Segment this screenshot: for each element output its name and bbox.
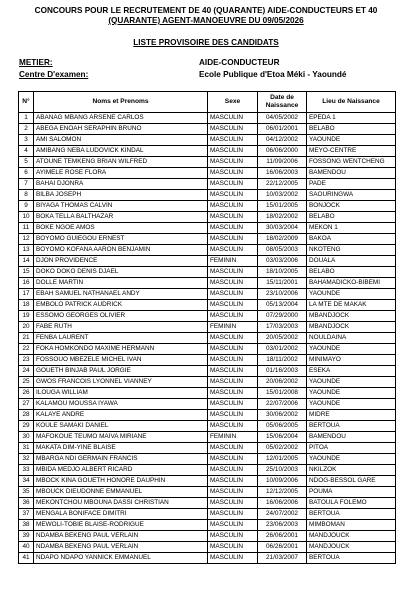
birth-date: 26/06/2001 [258, 531, 307, 542]
birth-date: 06/01/2001 [258, 124, 307, 135]
table-row [19, 355, 396, 366]
table-row [19, 421, 396, 432]
sex: MASCULIN [208, 377, 258, 388]
header-number: N° [19, 92, 34, 113]
header-line-2: (QUARANTE) AGENT-MANOEUVRE DU 09/05/2026 [108, 16, 304, 25]
sex: MASCULIN [208, 344, 258, 355]
birth-place: BELABO [307, 212, 396, 223]
birth-date: 10/09/2006 [258, 476, 307, 487]
table-row [19, 311, 396, 322]
birth-place: ESEKA [307, 366, 396, 377]
candidate-name: KALAYE ANDRE [34, 410, 208, 421]
sex: FEMININ [208, 256, 258, 267]
table-row [19, 234, 396, 245]
birth-place: YAOUNDE [307, 135, 396, 146]
table-row [19, 289, 396, 300]
table-row [19, 333, 396, 344]
row-number: 12 [19, 234, 34, 245]
birth-place: YAOUNDE [307, 344, 396, 355]
sex: MASCULIN [208, 201, 258, 212]
table-row [19, 245, 396, 256]
candidate-name: BOKA TELLA BALTHAZAR [34, 212, 208, 223]
table-row [19, 377, 396, 388]
row-number: 35 [19, 487, 34, 498]
row-number: 4 [19, 146, 34, 157]
row-number: 39 [19, 531, 34, 542]
sex: MASCULIN [208, 289, 258, 300]
birth-place: YAOUNDE [307, 399, 396, 410]
birth-place: MINIMAYO [307, 355, 396, 366]
candidate-name: KOULE SAMAKI DANIEL [34, 421, 208, 432]
table-row [19, 201, 396, 212]
birth-place: MEYO-CENTRE [307, 146, 396, 157]
birth-date: 23/10/2006 [258, 289, 307, 300]
birth-place: FOSSONG WENTCHENG [307, 157, 396, 168]
birth-place: DOUALA [307, 256, 396, 267]
table-body [19, 113, 396, 564]
candidate-name: ATOUNE TEMKENG BRIAN WILFRED [34, 157, 208, 168]
candidate-name: DOLLE MARTIN [34, 278, 208, 289]
birth-place: BONJOCK [307, 201, 396, 212]
table-row [19, 135, 396, 146]
candidate-name: AYIMELE ROSE FLORA [34, 168, 208, 179]
candidate-name: NDAMBA BEKENG PAUL VERLAIN [34, 542, 208, 553]
candidate-name: DOKO DOKO DENIS DJAEL [34, 267, 208, 278]
birth-date: 11/09/2006 [258, 157, 307, 168]
sex: MASCULIN [208, 487, 258, 498]
candidate-name: BOYOMO GUIEGOU ERNEST [34, 234, 208, 245]
sex: MASCULIN [208, 300, 258, 311]
sex: MASCULIN [208, 234, 258, 245]
row-number: 34 [19, 476, 34, 487]
sex: MASCULIN [208, 421, 258, 432]
birth-date: 03/01/2002 [258, 344, 307, 355]
candidate-name: MEWOLI-TOBIE BLAISE-RODRIGUE [34, 520, 208, 531]
birth-place: PADE [307, 179, 396, 190]
candidate-name: FABE RUTH [34, 322, 208, 333]
list-title: LISTE PROVISOIRE DES CANDIDATS [133, 38, 279, 47]
sex: MASCULIN [208, 443, 258, 454]
sex: MASCULIN [208, 476, 258, 487]
birth-date: 20/05/2002 [258, 333, 307, 344]
row-number: 15 [19, 267, 34, 278]
birth-place: NKILZOK [307, 465, 396, 476]
birth-place: BERTOUA [307, 553, 396, 564]
birth-place: BAHAMADICKO-BIBEMI [307, 278, 396, 289]
table-row [19, 410, 396, 421]
birth-place: MANDJOUCK [307, 531, 396, 542]
birth-place: PITOA [307, 443, 396, 454]
candidate-name: MAFOKOUE TEUMO MAIVA MIRIANE [34, 432, 208, 443]
table-row [19, 366, 396, 377]
candidate-name: FENBA LAURENT [34, 333, 208, 344]
birth-date: 18/02/2002 [258, 212, 307, 223]
birth-date: 03/03/2006 [258, 256, 307, 267]
sex: MASCULIN [208, 179, 258, 190]
birth-place: BERTOUA [307, 421, 396, 432]
table-row [19, 168, 396, 179]
birth-date: 22/07/2006 [258, 399, 307, 410]
birth-place: BELABO [307, 267, 396, 278]
row-number: 37 [19, 509, 34, 520]
row-number: 9 [19, 201, 34, 212]
birth-place: BATOULA FOLEMO [307, 498, 396, 509]
candidate-name: ABANAG MBANG ARSENE CARLOS [34, 113, 208, 124]
birth-place: MEKON 1 [307, 223, 396, 234]
sex: FEMININ [208, 432, 258, 443]
table-row [19, 388, 396, 399]
sex: MASCULIN [208, 223, 258, 234]
candidate-name: BILBA JOSEPH [34, 190, 208, 201]
row-number: 1 [19, 113, 34, 124]
table-row [19, 179, 396, 190]
birth-date: 01/16/2003 [258, 366, 307, 377]
header-sex: Sexe [208, 92, 258, 113]
birth-date: 07/29/2000 [258, 311, 307, 322]
sex: MASCULIN [208, 333, 258, 344]
birth-date: 04/12/2002 [258, 135, 307, 146]
row-number: 11 [19, 223, 34, 234]
birth-place: SAOURINGWA [307, 190, 396, 201]
table-row [19, 399, 396, 410]
sex: MASCULIN [208, 498, 258, 509]
birth-date: 05/06/2005 [258, 421, 307, 432]
table-row [19, 157, 396, 168]
row-number: 2 [19, 124, 34, 135]
sex: MASCULIN [208, 168, 258, 179]
birth-place: NKOTENG [307, 245, 396, 256]
sex: MASCULIN [208, 267, 258, 278]
table-row [19, 509, 396, 520]
candidates-table [18, 91, 396, 564]
birth-date: 30/06/2002 [258, 410, 307, 421]
sex: MASCULIN [208, 399, 258, 410]
candidate-name: GWOS FRANCOIS LYONNEL VIANNEY [34, 377, 208, 388]
birth-date: 08/05/2003 [258, 245, 307, 256]
centre-label: Centre D'examen: [19, 70, 89, 79]
row-number: 38 [19, 520, 34, 531]
candidate-name: MBOUCK DIEUDONNE EMMANUEL [34, 487, 208, 498]
table-row [19, 553, 396, 564]
birth-place: YAOUNDE [307, 377, 396, 388]
birth-date: 12/12/2005 [258, 487, 307, 498]
birth-place: BAMENDOU [307, 432, 396, 443]
row-number: 24 [19, 366, 34, 377]
candidate-name: FOKA HOMKONDO MAXIME HERMANN [34, 344, 208, 355]
birth-date: 23/06/2003 [258, 520, 307, 531]
row-number: 36 [19, 498, 34, 509]
candidate-name: AMI SALOMON [34, 135, 208, 146]
candidate-name: MBIDA MEDJO ALBERT RICARD [34, 465, 208, 476]
table-row [19, 498, 396, 509]
candidate-name: EBAH SAMUEL NATHANAEL ANDY [34, 289, 208, 300]
birth-place: YAOUNDE [307, 454, 396, 465]
birth-date: 05/02/2002 [258, 443, 307, 454]
sex: MASCULIN [208, 124, 258, 135]
birth-place: YAOUNDE [307, 289, 396, 300]
table-row [19, 432, 396, 443]
sex: MASCULIN [208, 135, 258, 146]
header-name: Noms et Prenoms [34, 92, 208, 113]
table-row [19, 212, 396, 223]
candidate-name: ESSOMO GEORGES OLIVIER [34, 311, 208, 322]
sex: MASCULIN [208, 113, 258, 124]
row-number: 19 [19, 311, 34, 322]
row-number: 17 [19, 289, 34, 300]
row-number: 32 [19, 454, 34, 465]
birth-date: 25/10/2003 [258, 465, 307, 476]
sex: MASCULIN [208, 509, 258, 520]
birth-date: 15/01/2008 [258, 388, 307, 399]
birth-date: 18/11/2002 [258, 355, 307, 366]
sex: MASCULIN [208, 278, 258, 289]
row-number: 25 [19, 377, 34, 388]
sex: MASCULIN [208, 311, 258, 322]
sex: MASCULIN [208, 542, 258, 553]
row-number: 40 [19, 542, 34, 553]
birth-date: 16/06/2006 [258, 498, 307, 509]
table-row [19, 322, 396, 333]
candidate-name: BIYAGA THOMAS CALVIN [34, 201, 208, 212]
candidate-name: MENGALA BONIFACE DIMITRI [34, 509, 208, 520]
birth-place: MBANDJOCK [307, 322, 396, 333]
sex: MASCULIN [208, 465, 258, 476]
row-number: 13 [19, 245, 34, 256]
birth-place: BAMENDOU [307, 168, 396, 179]
candidate-name: MBOCK KINA GOUETH HONORE DAUPHIN [34, 476, 208, 487]
sex: MASCULIN [208, 520, 258, 531]
table-row [19, 454, 396, 465]
sex: MASCULIN [208, 190, 258, 201]
birth-date: 20/06/2002 [258, 377, 307, 388]
birth-place: MANDJOUCK [307, 542, 396, 553]
birth-date: 30/03/2004 [258, 223, 307, 234]
row-number: 29 [19, 421, 34, 432]
row-number: 5 [19, 157, 34, 168]
candidate-name: ABEGA ENOAH SERAPHIN BRUNO [34, 124, 208, 135]
birth-date: 10/03/2002 [258, 190, 307, 201]
sex: FEMININ [208, 322, 258, 333]
sex: MASCULIN [208, 245, 258, 256]
candidate-name: EMBOLO PATRICK AUDRICK [34, 300, 208, 311]
sex: MASCULIN [208, 212, 258, 223]
table-row [19, 487, 396, 498]
row-number: 27 [19, 399, 34, 410]
candidate-name: NDAPO NDAPO YANNICK EMMANUEL [34, 553, 208, 564]
table-row [19, 542, 396, 553]
birth-place: LA MTE DE MAKAK [307, 300, 396, 311]
table-row [19, 476, 396, 487]
birth-date: 15/06/2004 [258, 432, 307, 443]
table-row [19, 465, 396, 476]
header-birth-place: Lieu de Naissance [307, 92, 396, 113]
header-line-1: CONCOURS POUR LE RECRUTEMENT DE 40 (QUARANTE) AIDE-CONDUCTEURS ET 40 [34, 6, 378, 15]
row-number: 3 [19, 135, 34, 146]
birth-date: 16/06/2003 [258, 168, 307, 179]
row-number: 10 [19, 212, 34, 223]
birth-place: MBANDJOCK [307, 311, 396, 322]
row-number: 33 [19, 465, 34, 476]
table-row [19, 113, 396, 124]
header-birth-date: Date de Naissance [258, 92, 307, 113]
row-number: 22 [19, 344, 34, 355]
row-number: 26 [19, 388, 34, 399]
sex: MASCULIN [208, 553, 258, 564]
table-row [19, 344, 396, 355]
table-row [19, 223, 396, 234]
table-row [19, 146, 396, 157]
birth-date: 15/11/2001 [258, 278, 307, 289]
row-number: 21 [19, 333, 34, 344]
table-row [19, 256, 396, 267]
birth-place: BERTOUA [307, 509, 396, 520]
table-row [19, 190, 396, 201]
row-number: 41 [19, 553, 34, 564]
candidate-name: DJON PROVIDENCE [34, 256, 208, 267]
row-number: 20 [19, 322, 34, 333]
table-row [19, 443, 396, 454]
sex: MASCULIN [208, 355, 258, 366]
birth-place: NOULDAINA [307, 333, 396, 344]
birth-place: EPEDA 1 [307, 113, 396, 124]
candidate-name: MEKONTCHOU MBOUNA DASSI CHRISTIAN [34, 498, 208, 509]
centre-value: Ecole Publique d'Etoa Méki - Yaoundé [199, 70, 347, 79]
candidate-name: ILOUGA WILLIAM [34, 388, 208, 399]
table-row [19, 300, 396, 311]
table-header-row [19, 92, 396, 113]
sex: MASCULIN [208, 410, 258, 421]
birth-date: 04/05/2002 [258, 113, 307, 124]
sex: MASCULIN [208, 388, 258, 399]
row-number: 31 [19, 443, 34, 454]
candidate-name: AMIBANG NEBA LUDOVICK KINDAL [34, 146, 208, 157]
candidate-name: GOUETH BINJAB PAUL JORGIE [34, 366, 208, 377]
birth-place: BELABO [307, 124, 396, 135]
birth-place: MIMBOMAN [307, 520, 396, 531]
birth-date: 24/07/2002 [258, 509, 307, 520]
table-row [19, 520, 396, 531]
birth-place: BAKOA [307, 234, 396, 245]
birth-date: 06/26/2001 [258, 542, 307, 553]
table-row [19, 278, 396, 289]
row-number: 23 [19, 355, 34, 366]
row-number: 7 [19, 179, 34, 190]
candidate-name: MBARGA NDI GERMAIN FRANCIS [34, 454, 208, 465]
candidate-name: FOSSOUO MBEZELE MICHEL IVAN [34, 355, 208, 366]
sex: MASCULIN [208, 366, 258, 377]
table-row [19, 531, 396, 542]
row-number: 30 [19, 432, 34, 443]
candidate-name: BAHAI DJONRA [34, 179, 208, 190]
sex: MASCULIN [208, 454, 258, 465]
candidate-name: MAKATA DIM-YINE BLAISE [34, 443, 208, 454]
sex: MASCULIN [208, 531, 258, 542]
table-row [19, 267, 396, 278]
birth-date: 18/02/2009 [258, 234, 307, 245]
metier-label: METIER: [19, 58, 53, 67]
row-number: 6 [19, 168, 34, 179]
metier-value: AIDE-CONDUCTEUR [199, 58, 280, 67]
birth-date: 18/10/2005 [258, 267, 307, 278]
birth-date: 21/03/2007 [258, 553, 307, 564]
row-number: 14 [19, 256, 34, 267]
birth-place: YAOUNDE [307, 388, 396, 399]
sex: MASCULIN [208, 146, 258, 157]
candidate-name: BOKE NGOE AMOS [34, 223, 208, 234]
sex: MASCULIN [208, 157, 258, 168]
table-row [19, 124, 396, 135]
birth-date: 06/06/2000 [258, 146, 307, 157]
birth-date: 15/01/2005 [258, 201, 307, 212]
birth-place: POUMA [307, 487, 396, 498]
birth-date: 22/12/2005 [258, 179, 307, 190]
birth-date: 05/13/2004 [258, 300, 307, 311]
row-number: 16 [19, 278, 34, 289]
row-number: 18 [19, 300, 34, 311]
candidate-name: NDAMBA BEKENG PAUL VERLAIN [34, 531, 208, 542]
birth-place: NDOG-BESSOL GARE [307, 476, 396, 487]
row-number: 8 [19, 190, 34, 201]
birth-date: 12/01/2005 [258, 454, 307, 465]
birth-date: 17/03/2003 [258, 322, 307, 333]
candidate-name: KALAMOU MOUSSA IYAWA [34, 399, 208, 410]
birth-place: MIDRE [307, 410, 396, 421]
row-number: 28 [19, 410, 34, 421]
candidate-name: BOYOMO KOFANA AARON BENJAMIN [34, 245, 208, 256]
